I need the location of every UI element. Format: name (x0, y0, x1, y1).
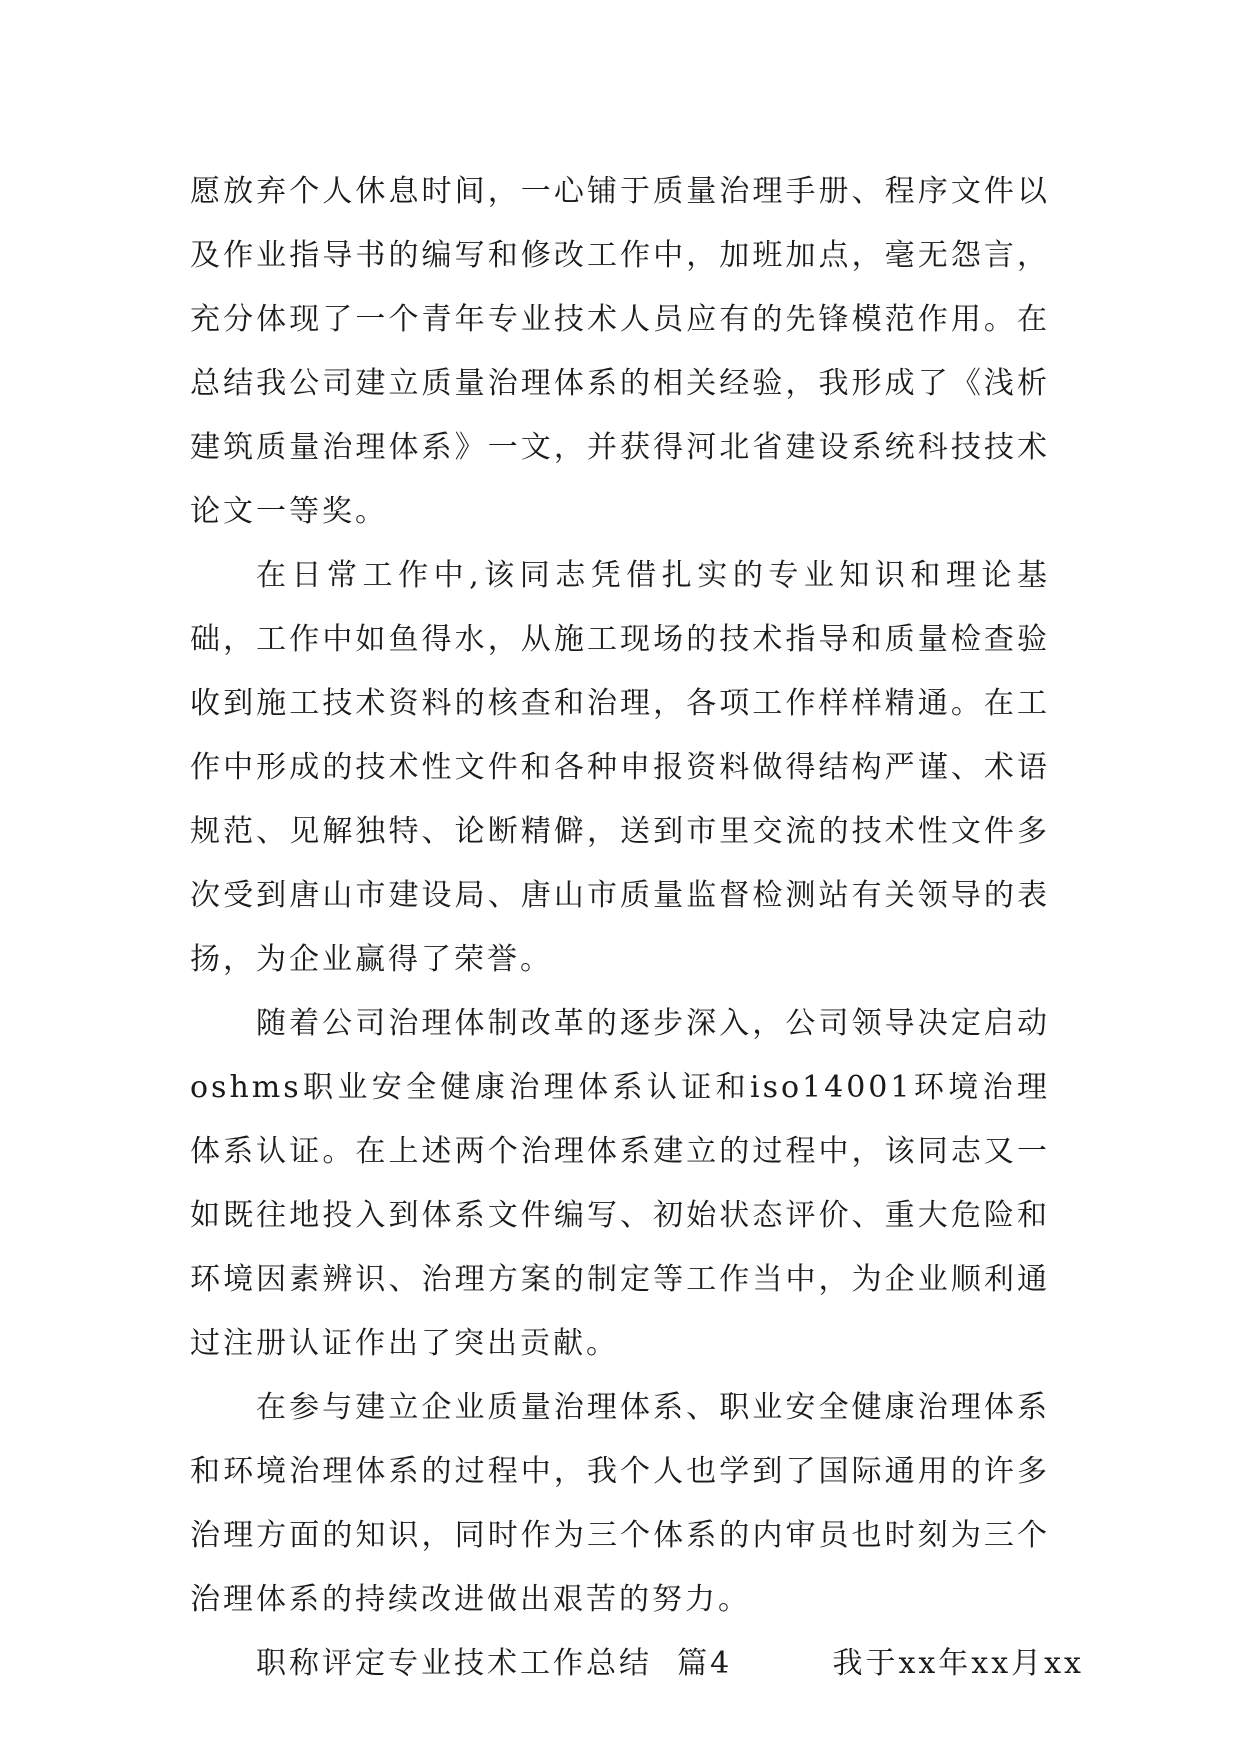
paragraph-daily-work: 在日常工作中,该同志凭借扎实的专业知识和理论基础，工作中如鱼得水，从施工现场的技术指导和质量检查验收到施工技术资料的核查和治理，各项工作样样精通。在工作中形成的技术性文件和各种申报资料做得结构严谨、术语规范、见解独特、论断精僻，送到市里交流的技术性文件多次受到唐山市建设局、唐山市质量监督检测站有关领导的表扬，为企业赢得了荣誉。 (190, 558, 1050, 977)
document-body (190, 160, 1084, 1696)
paragraph-certification: 随着公司治理体制改革的逐步深入，公司领导决定启动oshms职业安全健康治理体系认证和iso14001环境治理体系认证。在上述两个治理体系建立的过程中，该同志又一如既往地投入到体系文件编写、初始状态评价、重大危险和环境因素辨识、治理方案的制定等工作当中，为企业顺利通过注册认证作出了突出贡献。 (190, 1006, 1050, 1361)
section-heading-line: 职称评定专业技术工作总结 篇4 我于xx年xx月xx (256, 1646, 1084, 1681)
paragraph-continued: 愿放弃个人休息时间，一心铺于质量治理手册、程序文件以及作业指导书的编写和修改工作中，加班加点，毫无怨言，充分体现了一个青年专业技术人员应有的先锋模范作用。在总结我公司建立质量治理体系的相关经验，我形成了《浅析建筑质量治理体系》一文，并获得河北省建设系统科技技术论文一等奖。 (190, 174, 1050, 529)
paragraph-learning: 在参与建立企业质量治理体系、职业安全健康治理体系和环境治理体系的过程中，我个人也学到了国际通用的许多治理方面的知识，同时作为三个体系的内审员也时刻为三个治理体系的持续改进做出艰苦的努力。 (190, 1390, 1050, 1617)
